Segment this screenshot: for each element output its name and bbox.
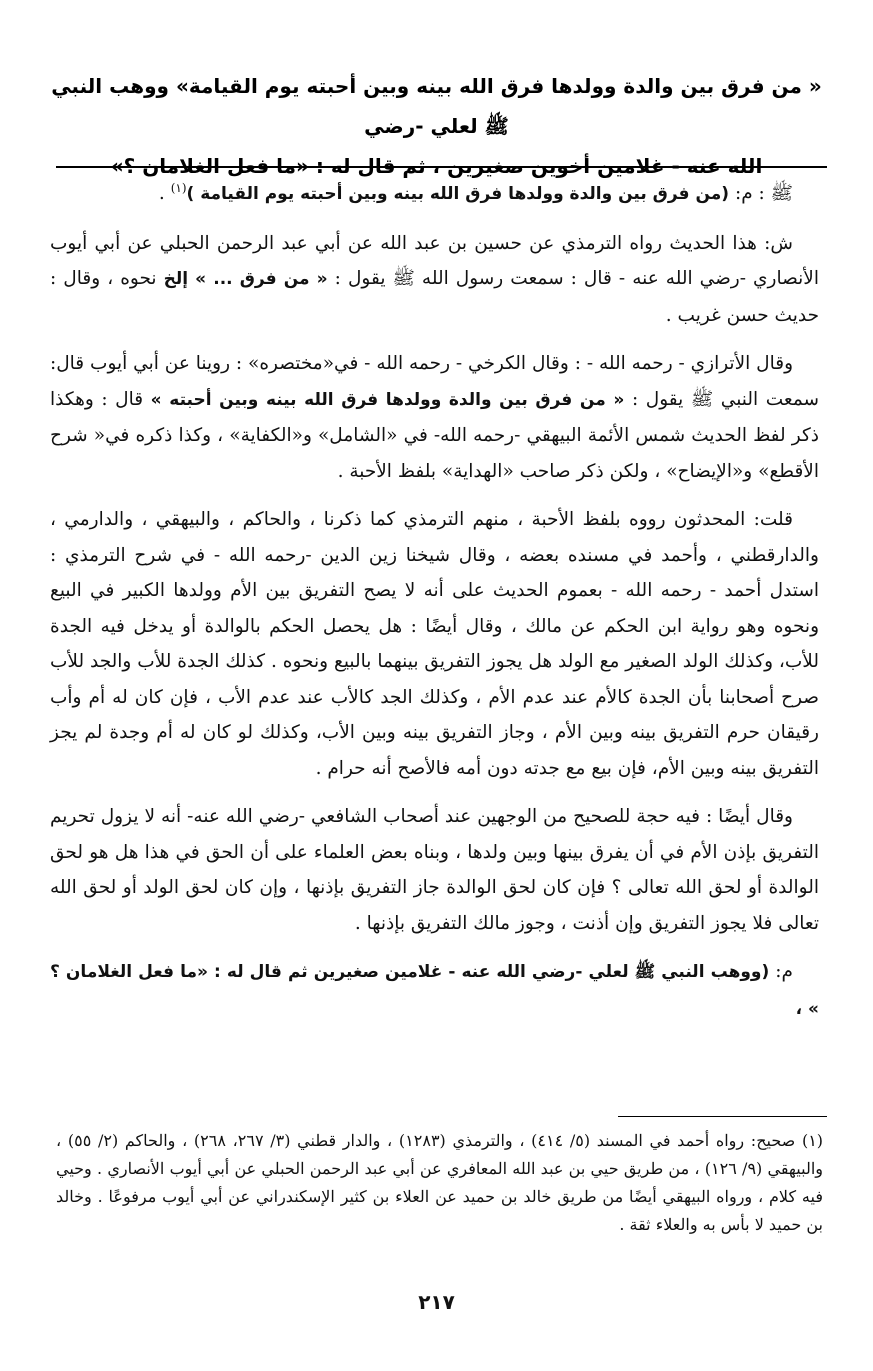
footnote-divider [618, 1116, 827, 1117]
commentary-paragraph-4: وقال أيضًا : فيه حجة للصحيح من الوجهين عند أصحاب الشافعي -رضي الله عنه- أنه لا يزول تحريم التفريق بإذن الأم في أن يفرق بينها وبين ولدها ، وبناه بعض العلماء على أن الحق في هذا هل هو لحق الوالدة أو لحق الله تعالى ؟ فإن كان لحق الوالدة جاز التفريق بإذنها ، وإن كان لحق الولد أو لحق الله تعالى فلا يجوز التفريق وإن أذنت ، وجوز مالك التفريق بإذنها . [50, 806, 819, 934]
commentary-text: ش: هذا الحديث رواه الترمذي عن حسين بن عبد الله عن أبي عبد الرحمن الحبلي عن أبي أيوب الأنصاري -رضي الله عنه - قال : سمعت رسول الله ﷺ يقول : [50, 232, 819, 289]
matn-prefix: م: [769, 961, 793, 982]
commentary-paragraph-3: قلت: المحدثون رووه بلفظ الأحبة ، منهم الترمذي كما ذكرنا ، والحاكم ، والبيهقي ، والدارمي ، والدارقطني ، وأحمد في مسنده بعضه ، وقال شيخنا زين الدين -رحمه الله - في شرح الترمذي : استدل أحمد - رحمه الله - بعموم الحديث على أنه لا يصح التفريق بين الأم وولدها الكبير في البيع ونحوه وهو رواية ابن الحكم عن مالك ، وقال أيضًا : هل يحصل الحكم بالوالدة أو يدخل فيه الجدة للأب، وكذلك الولد الصغير مع الولد هل يجوز التفريق بينهما بالبيع ونحوه . كذلك الجدة للأب والجد للأب صرح أصحابنا بأن الجدة كالأم عند عدم الأم ، وكذلك الجد كالأب عند عدم الأب ، فإن كان له أم وأب رقيقان حرم التفريق بينه وبين الأم ، وجاز التفريق بينه وبين الأب، وكذلك لو كان له أم وجدة لم يجز التفريق بينه وبين الأم، فإن بيع مع جدته دون أمه فالأصح أنه حرام . [50, 509, 819, 779]
matn-quote: (من فرق بين والدة وولدها فرق الله بينه وبين أحبته يوم القيامة ) [186, 184, 730, 204]
hadith-quote: « من فرق ... » إلخ [163, 269, 328, 289]
matn-paragraph-1 [50, 176, 819, 213]
matn-prefix: ﷺ : م: [729, 183, 793, 204]
heading-line-2: الله عنه - غلامين أخوين صغيرين ، ثم قال له : «ما فعل الغلامان ؟» [110, 154, 763, 178]
commentary-paragraph-1 [50, 226, 819, 334]
matn-quote: (ووهب النبي ﷺ لعلي -رضي الله عنه - غلامين صغيرين ثم قال له : «ما فعل الغلامان ؟ » ، [50, 962, 819, 1019]
matn-paragraph-2 [50, 954, 819, 1027]
section-heading [40, 66, 833, 186]
main-text [50, 176, 819, 1040]
footnote-1: (١) صحيح: رواه أحمد في المسند (٥/ ٤١٤) ، والترمذي (١٢٨٣) ، والدار قطني (٣/ ٢٦٧، ٢٦٨) ، والحاكم (٢/ ٥٥) ، والبيهقي (٩/ ١٢٦) ، من طريق حيي بن عبد الله المعافري عن أبي عبد الرحمن الحبلي عن أبي أيوب الأنصاري . وحيي فيه كلام ، ورواه البيهقي أيضًا من طريق خالد بن حميد عن العلاء بن كثير الإسكندراني عن أبي أيوب مرفوعًا . وخالد بن حميد لا بأس به والعلاء ثقة . [56, 1131, 824, 1234]
hadith-quote: « من فرق بين والدة وولدها فرق الله بينه وبين أحبته » [150, 389, 625, 410]
commentary-text: نحوه ، وقال : حديث حسن غريب . [50, 268, 819, 326]
heading-line-1: « من فرق بين والدة وولدها فرق الله بينه وبين أحبته يوم القيامة» ووهب النبي ﷺ لعلي -رضي [51, 74, 822, 138]
page-number: ٢١٧ [418, 1290, 455, 1314]
commentary-text: وقال الأترازي - رحمه الله - : وقال الكرخي - رحمه الله - في«مختصره» : روينا عن أبي أيوب قال: سمعت النبي ﷺ يقول : [50, 353, 820, 410]
commentary-text: قال : وهكذا ذكر لفظ الحديث شمس الأئمة البيهقي -رحمه الله- في «الشامل» و«الكفاية» ، وكذا ذكره في« شرح الأقطع» و«الإيضاح» ، ولكن ذكر صاحب «الهداية» بلفظ الأحبة . [50, 388, 819, 482]
footnote-reference[interactable]: (١) [170, 180, 187, 195]
footnotes [56, 1127, 823, 1239]
matn-suffix: . [158, 183, 171, 204]
commentary-paragraph-2 [50, 346, 819, 489]
heading-divider [56, 166, 827, 168]
